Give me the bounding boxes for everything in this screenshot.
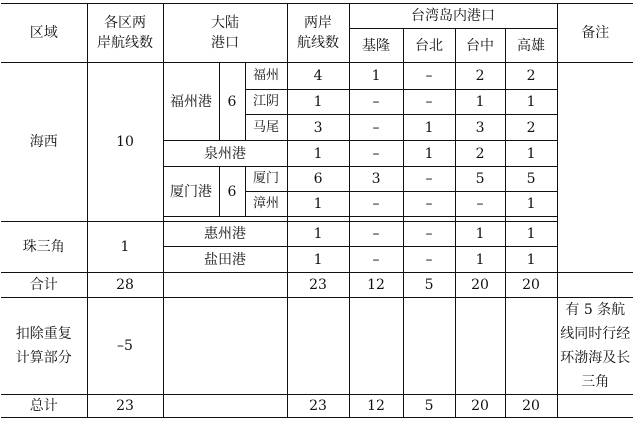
subtotal-port-empty (163, 273, 287, 298)
header-route-count (87, 4, 163, 63)
port-jiangyin: 江阴 (245, 90, 287, 115)
routes-quanzhou: 1 (287, 141, 349, 167)
routes-fuzhou: 4 (287, 63, 349, 90)
deduction-keelung-empty (349, 298, 403, 395)
kaohsiung-mawei: 2 (505, 115, 557, 141)
taipei-xiamen: – (403, 167, 455, 192)
group-fuzhou-port: 福州港 (163, 63, 219, 141)
total-row (1, 395, 633, 418)
kaohsiung-huizhou: 1 (505, 222, 557, 247)
taichung-zhangzhou: – (455, 192, 505, 217)
deduction-port-empty (163, 298, 287, 395)
notes-empty-upper (557, 63, 633, 247)
keelung-xiamen: 3 (349, 167, 403, 192)
header-mainland-port (163, 4, 287, 63)
deduction-taipei-empty (403, 298, 455, 395)
total-port-empty (163, 395, 287, 418)
header-cross-strait-routes (287, 4, 349, 63)
kaohsiung-yantian: 1 (505, 247, 557, 273)
deduction-label: 扣除重复计算部分 (1, 298, 87, 395)
group-xiamen-port: 厦门港 (163, 167, 219, 217)
header-cross-line2: 航线数 (297, 35, 340, 51)
header-keelung: 基隆 (349, 29, 403, 63)
header-taipei: 台北 (403, 29, 455, 63)
header-kaohsiung: 高雄 (505, 29, 557, 63)
table-row (1, 222, 633, 247)
group-xiamen-count: 6 (219, 167, 245, 217)
total-routes: 23 (287, 395, 349, 418)
taipei-huizhou: – (403, 222, 455, 247)
port-mawei: 马尾 (245, 115, 287, 141)
total-taichung: 20 (455, 395, 505, 418)
routes-huizhou: 1 (287, 222, 349, 247)
total-count: 23 (87, 395, 163, 418)
header-notes: 备注 (557, 4, 633, 63)
subtotal-routes: 23 (287, 273, 349, 298)
subtotal-keelung: 12 (349, 273, 403, 298)
subtotal-label: 合计 (1, 273, 87, 298)
total-keelung: 12 (349, 395, 403, 418)
taichung-jiangyin: 1 (455, 90, 505, 115)
kaohsiung-zhangzhou: 1 (505, 192, 557, 217)
deduction-kaohsiung-empty (505, 298, 557, 395)
port-fuzhou: 福州 (245, 63, 287, 90)
deduction-note: 有 5 条航线同时行经环渤海及长三角 (557, 298, 633, 395)
keelung-huizhou: – (349, 222, 403, 247)
header-taichung: 台中 (455, 29, 505, 63)
taipei-zhangzhou: – (403, 192, 455, 217)
port-huizhou: 惠州港 (163, 222, 287, 247)
kaohsiung-quanzhou: 1 (505, 141, 557, 167)
routes-zhangzhou: 1 (287, 192, 349, 217)
subtotal-row (1, 273, 633, 298)
taichung-xiamen: 5 (455, 167, 505, 192)
keelung-fuzhou: 1 (349, 63, 403, 90)
total-kaohsiung: 20 (505, 395, 557, 418)
port-yantian: 盐田港 (163, 247, 287, 273)
header-route-count-line2: 岸航线数 (97, 35, 153, 51)
header-cross-line1: 两岸 (304, 15, 333, 31)
total-taipei: 5 (403, 395, 455, 418)
keelung-mawei: – (349, 115, 403, 141)
taipei-jiangyin: – (403, 90, 455, 115)
port-zhangzhou: 漳州 (245, 192, 287, 217)
header-route-count-line1: 各区两 (104, 15, 146, 31)
region-haixi-count: 10 (87, 63, 163, 222)
subtotal-taichung: 20 (455, 273, 505, 298)
deduction-routes-empty (287, 298, 349, 395)
region-zhusanjiao: 珠三角 (1, 222, 87, 273)
keelung-zhangzhou: – (349, 192, 403, 217)
kaohsiung-jiangyin: 1 (505, 90, 557, 115)
header-mainland-line2: 港口 (211, 35, 240, 51)
subtotal-notes-empty (557, 273, 633, 298)
port-xiamen: 厦门 (245, 167, 287, 192)
taipei-mawei: 1 (403, 115, 455, 141)
header-taiwan-ports: 台湾岛内港口 (349, 4, 557, 29)
taichung-mawei: 3 (455, 115, 505, 141)
taipei-fuzhou: – (403, 63, 455, 90)
header-region: 区域 (1, 4, 87, 63)
region-haixi: 海西 (1, 63, 87, 222)
total-notes-empty (557, 395, 633, 418)
group-fuzhou-count: 6 (219, 63, 245, 141)
subtotal-taipei: 5 (403, 273, 455, 298)
keelung-jiangyin: – (349, 90, 403, 115)
port-quanzhou: 泉州港 (163, 141, 287, 167)
taipei-quanzhou: 1 (403, 141, 455, 167)
subtotal-kaohsiung: 20 (505, 273, 557, 298)
taipei-yantian: – (403, 247, 455, 273)
routes-xiamen: 6 (287, 167, 349, 192)
region-zhusanjiao-count: 1 (87, 222, 163, 273)
taichung-yantian: 1 (455, 247, 505, 273)
kaohsiung-fuzhou: 2 (505, 63, 557, 90)
kaohsiung-xiamen: 5 (505, 167, 557, 192)
route-table (1, 3, 633, 418)
taichung-quanzhou: 2 (455, 141, 505, 167)
routes-yantian: 1 (287, 247, 349, 273)
deduction-row (1, 298, 633, 395)
taichung-fuzhou: 2 (455, 63, 505, 90)
deduction-count: –5 (87, 298, 163, 395)
total-label: 总计 (1, 395, 87, 418)
notes-empty-lower (557, 247, 633, 273)
header-mainland-line1: 大陆 (211, 15, 240, 31)
routes-mawei: 3 (287, 115, 349, 141)
keelung-quanzhou: – (349, 141, 403, 167)
routes-jiangyin: 1 (287, 90, 349, 115)
keelung-yantian: – (349, 247, 403, 273)
deduction-taichung-empty (455, 298, 505, 395)
table-row (1, 63, 633, 90)
subtotal-count: 28 (87, 273, 163, 298)
taichung-huizhou: 1 (455, 222, 505, 247)
